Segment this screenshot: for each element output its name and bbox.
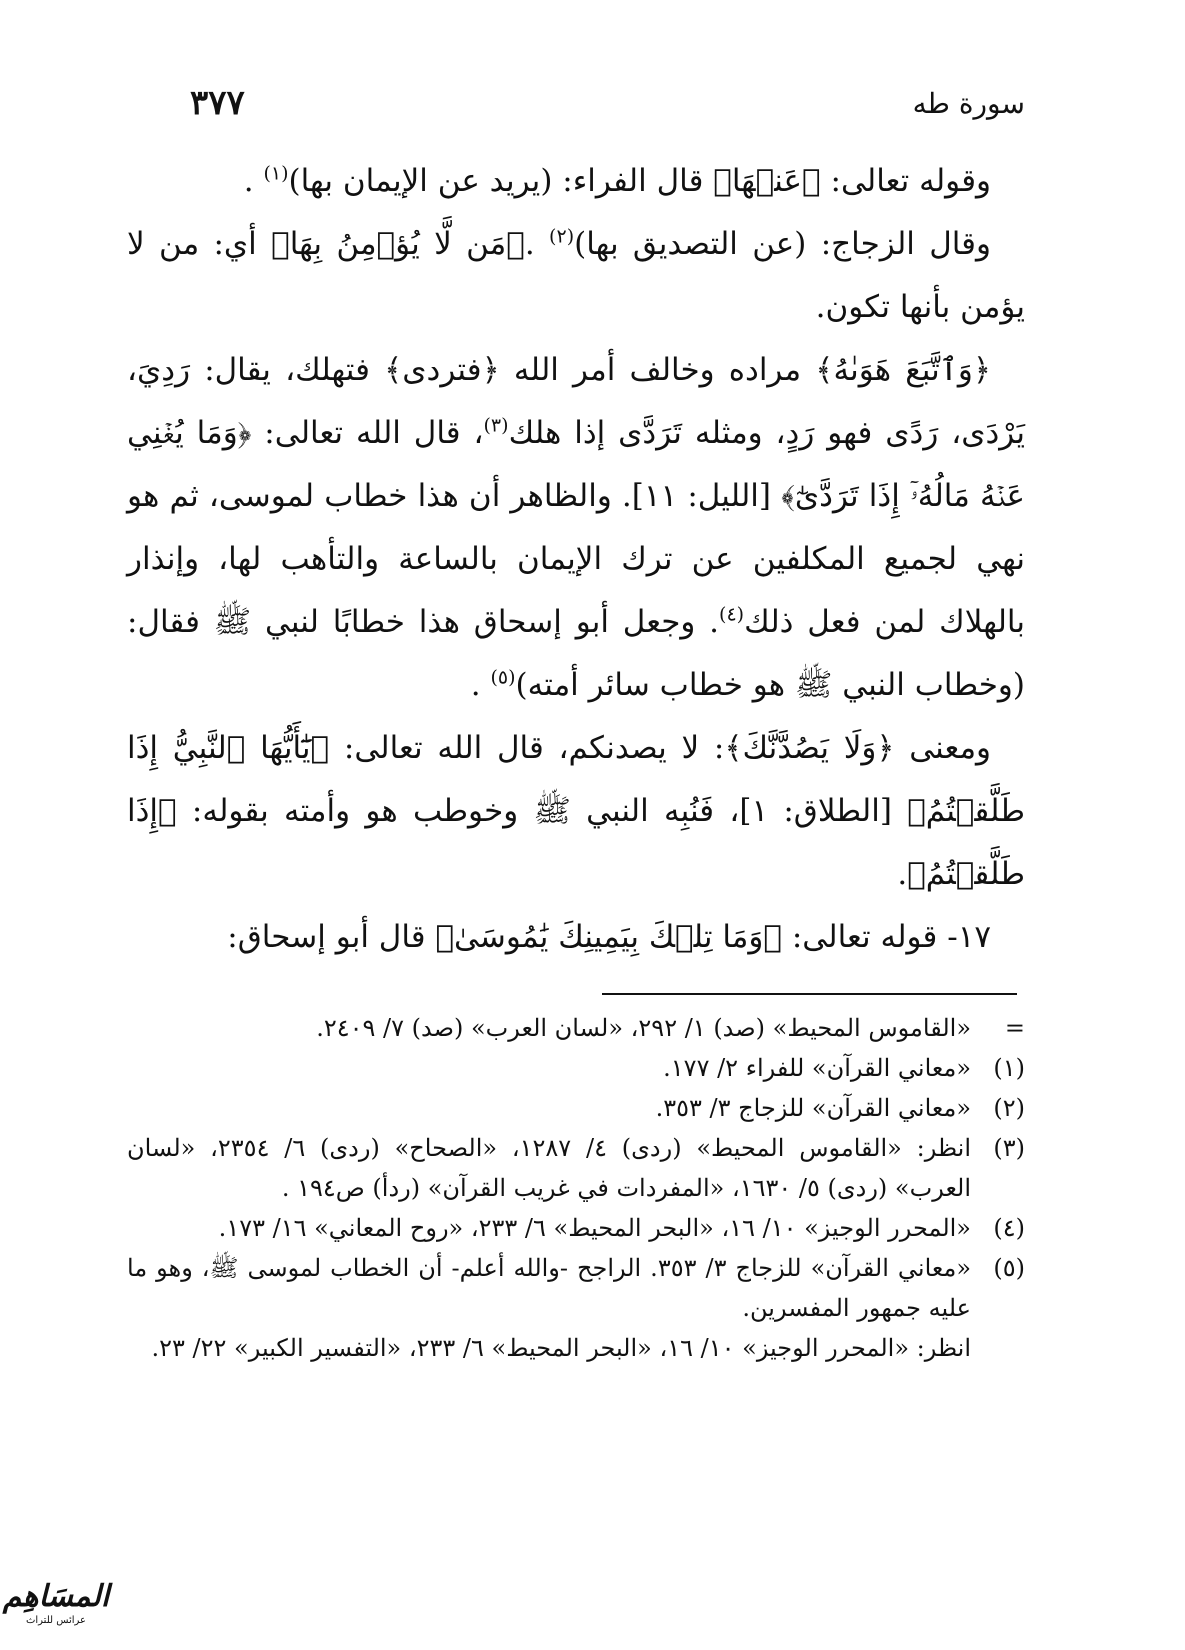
quran-quote: ﴿وَٱتَّبَعَ هَوَىٰهُ﴾ xyxy=(815,352,992,388)
quran-quote: ﴿فتردى﴾ xyxy=(384,352,500,388)
quran-quote: ﴿وَمَا تِلۡكَ بِيَمِينِكَ يَٰمُوسَىٰ﴾ xyxy=(435,919,782,955)
text-run: ومعنى xyxy=(894,730,992,766)
footnote-ref: (٢) xyxy=(549,225,575,248)
footnote-continuation: انظر: «المحرر الوجيز» ١٠/ ١٦، «البحر المحيط» ٦/ ٢٣٣، «التفسير الكبير» ٢٢/ ٢٣. xyxy=(151,1334,971,1362)
footnote-marker: (٢) xyxy=(993,1094,1025,1122)
text-run: . xyxy=(243,163,264,199)
logo-tagline: عرائس للتراث xyxy=(25,1615,87,1626)
footnote-marker: (٥) xyxy=(993,1254,1025,1282)
footnote-item xyxy=(127,1008,1025,1048)
footnote-text: انظر: «القاموس المحيط» (ردى) ٤/ ١٢٨٧، «الصحاح» (ردى) ٦/ ٢٣٥٤، «لسان العرب» (ردى) ٥/ ١٦٣٠، «المفردات في غريب القرآن» (ردأ) ص١٩٤ . xyxy=(127,1134,972,1202)
footnote-ref: (٥) xyxy=(490,666,516,689)
footnote-item xyxy=(127,1248,1025,1328)
footnote-text: «القاموس المحيط» (صد) ١/ ٢٩٢، «لسان العرب» (صد) ٧/ ٢٤٠٩. xyxy=(316,1014,971,1042)
text-run: [الليل: ١١]. والظاهر أن هذا خطاب لموسى، ثم هو نهي لجميع المكلفين عن ترك الإيمان بالساعة والتأهب لها، وإنذار بالهلاك لمن فعل ذلك xyxy=(127,478,1025,640)
footnote-marker: = xyxy=(1004,1014,1025,1042)
text-run: قال الفراء: (يريد عن الإيمان بها) xyxy=(288,163,714,199)
quran-quote: ﴿يَٰٓأَيُّهَا ٱلنَّبِيُّ إِذَا طَلَّقۡتُمُ﴾ xyxy=(127,730,1025,829)
text-run: . xyxy=(897,856,908,892)
logo-wordmark: المسَاهِم xyxy=(2,1579,110,1614)
footnote-ref: (٣) xyxy=(483,414,509,437)
footnote-separator xyxy=(602,993,1017,995)
footnote-item xyxy=(127,1208,1025,1248)
page-number: ٣٧٧ xyxy=(190,83,245,123)
text-run: وقال الزجاج: (عن التصديق بها) xyxy=(574,226,991,262)
paragraph-5 xyxy=(127,906,1025,969)
paragraph-1 xyxy=(127,150,1025,213)
text-run: . xyxy=(524,226,550,262)
text-run: ١٧- قوله تعالى: xyxy=(781,919,991,955)
text-run: أي: من لا يؤمن بأنها تكون. xyxy=(127,226,1025,325)
quran-quote: ﴿وَمَا يُغۡنِي عَنۡهُ مَالُهُۥٓ إِذَا تَرَدَّىٰٓ﴾ xyxy=(127,415,1025,514)
text-run: قال أبو إسحاق: xyxy=(227,919,436,955)
quran-quote: ﴿إِذَا طَلَّقۡتُمُ﴾ xyxy=(127,793,1025,892)
footnote-item xyxy=(127,1128,1025,1208)
footnote-marker: (٣) xyxy=(993,1134,1025,1162)
text-run: ، قال الله تعالى: xyxy=(251,415,484,451)
text-run: : لا يصدنكم، قال الله تعالى: xyxy=(329,730,725,766)
footnote-ref: (٤) xyxy=(719,603,745,626)
footnote-ref: (١) xyxy=(263,162,289,185)
text-run: وقوله تعالى: xyxy=(820,163,991,199)
paragraph-2 xyxy=(127,213,1025,339)
main-text xyxy=(127,150,1025,969)
text-run: مراده وخالف أمر الله xyxy=(499,352,816,388)
quran-quote: ﴿عَنۡهَا﴾ xyxy=(713,163,821,199)
surah-title: سورة طه xyxy=(912,86,1025,120)
paragraph-4 xyxy=(127,717,1025,906)
page-header xyxy=(190,78,1025,128)
footnote-marker: (٤) xyxy=(993,1214,1025,1242)
footnote-text: «معاني القرآن» للفراء ٢/ ١٧٧. xyxy=(663,1054,971,1082)
text-run: . وجعل أبو إسحاق هذا خطابًا لنبي ﷺ فقال: (وخطاب النبي ﷺ هو خطاب سائر أمته) xyxy=(127,604,1025,703)
text-run: . xyxy=(470,667,491,703)
footnote-text: «معاني القرآن» للزجاج ٣/ ٣٥٣. الراجح -والله أعلم- أن الخطاب لموسى ﷺ، وهو ما عليه جمهور المفسرين. xyxy=(127,1254,972,1322)
publisher-logo xyxy=(2,1570,110,1638)
footnote-item xyxy=(127,1088,1025,1128)
paragraph-3 xyxy=(127,339,1025,717)
footnote-text: «المحرر الوجيز» ١٠/ ١٦، «البحر المحيط» ٦/ ٢٣٣، «روح المعاني» ١٦/ ١٧٣. xyxy=(218,1214,971,1242)
text-run: [الطلاق: ١]، فَنُبِه النبي ﷺ وخوطب هو وأمته بقوله: xyxy=(176,793,908,829)
quran-quote: ﴿وَلَا يَصُدَّنَّكَ﴾ xyxy=(724,730,895,766)
footnote-marker: (١) xyxy=(993,1054,1025,1082)
quran-quote: ﴿مَن لَّا يُؤۡمِنُ بِهَا﴾ xyxy=(271,226,525,262)
footnote-item xyxy=(127,1048,1025,1088)
text-run: فتهلك، يقال: رَدِيَ، يَرْدَى، رَدًى فهو رَدٍ، ومثله تَرَدَّى إذا هلك xyxy=(127,352,1025,451)
footnotes xyxy=(127,1008,1025,1368)
footnote-text: «معاني القرآن» للزجاج ٣/ ٣٥٣. xyxy=(655,1094,971,1122)
